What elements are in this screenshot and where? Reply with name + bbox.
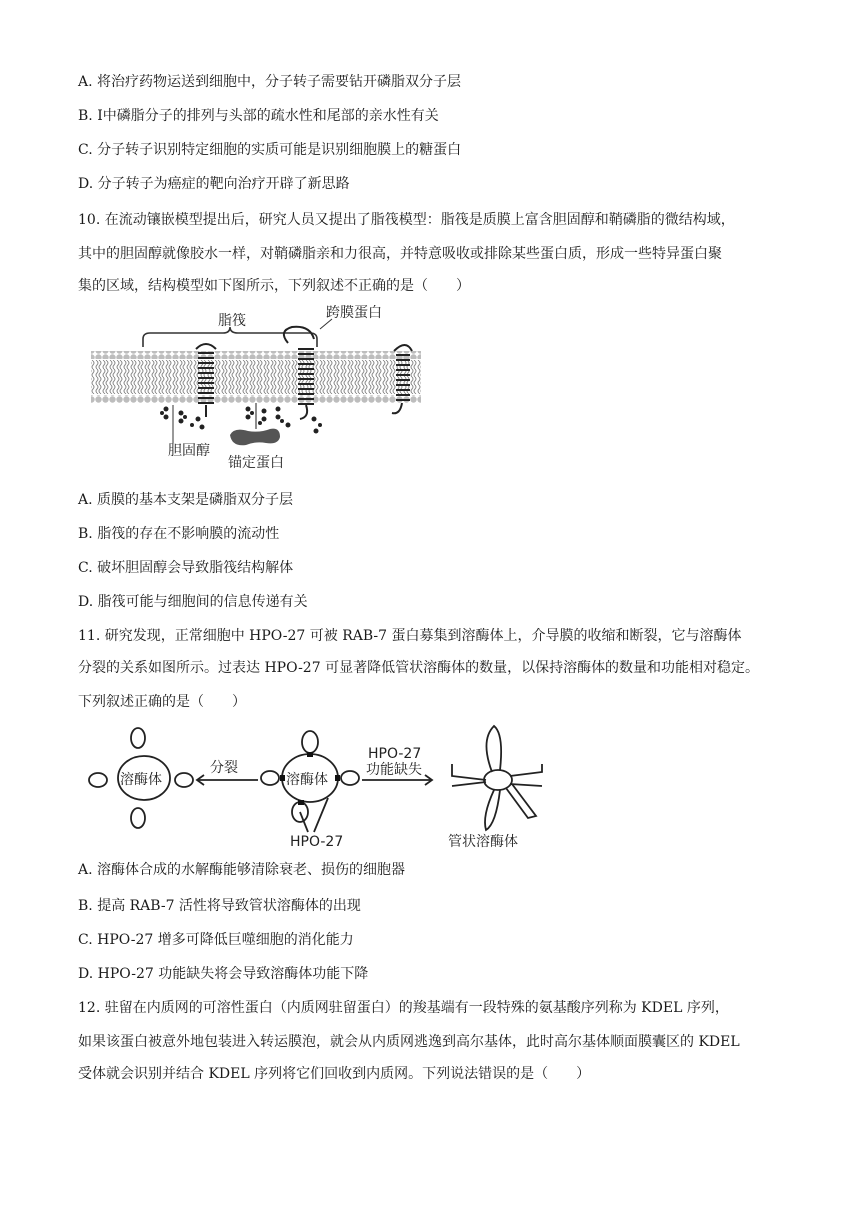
q11-stem-line-2: 分裂的关系如图所示。过表达 HPO-27 可显著降低管状溶酶体的数量，以保持溶酶体的数量和功能相对稳定。 (78, 660, 760, 676)
hpo27-top-label: HPO-27 (368, 746, 422, 762)
q11-option-a: A. 溶酶体合成的水解酶能够清除衰老、损伤的细胞器 (78, 862, 406, 878)
q10-stem-line-2: 其中的胆固醇就像胶水一样，对鞘磷脂亲和力很高，并特意吸收或排除某些蛋白质，形成一些特异蛋白聚 (78, 246, 722, 262)
q12-stem-line-3: 受体就会识别并结合 KDEL 序列将它们回收到内质网。下列说法错误的是（ ） (78, 1066, 591, 1082)
lysosome-division-figure (80, 720, 560, 855)
q9-option-b: B. Ⅰ中磷脂分子的排列与头部的疏水性和尾部的亲水性有关 (78, 108, 439, 124)
raft-bracket (143, 327, 317, 347)
tubular-lysosome (452, 726, 542, 830)
loss-of-function-label: 功能缺失 (366, 762, 422, 778)
q11-option-b: B. 提高 RAB-7 活性将导致管状溶酶体的出现 (78, 898, 361, 914)
q10-option-a: A. 质膜的基本支架是磷脂双分子层 (78, 492, 294, 508)
cholesterol-molecules (160, 407, 322, 434)
q11-stem-line-3: 下列叙述正确的是（ ） (78, 694, 246, 710)
lysosome-left-label: 溶酶体 (120, 772, 162, 788)
split-label: 分裂 (210, 760, 238, 776)
q11-option-d: D. HPO-27 功能缺失将会导致溶酶体功能下降 (78, 966, 369, 982)
q10-option-d: D. 脂筏可能与细胞间的信息传递有关 (78, 594, 308, 610)
anchor-label: 锚定蛋白 (228, 455, 284, 471)
cholesterol-label: 胆固醇 (168, 443, 210, 459)
tubular-lysosome-label: 管状溶酶体 (448, 834, 518, 850)
phospholipid-bilayer (91, 351, 421, 403)
q11-option-c: C. HPO-27 增多可降低巨噬细胞的消化能力 (78, 932, 354, 948)
raft-label: 脂筏 (218, 313, 246, 329)
q9-option-a: A. 将治疗药物运送到细胞中，分子转子需要钻开磷脂双分子层 (78, 74, 462, 90)
q9-option-d: D. 分子转子为癌症的靶向治疗开辟了新思路 (78, 176, 350, 192)
lipid-raft-figure (88, 305, 433, 475)
q9-option-c: C. 分子转子识别特定细胞的实质可能是识别细胞膜上的糖蛋白 (78, 142, 462, 158)
q11-stem-line-1: 11. 研究发现，正常细胞中 HPO-27 可被 RAB-7 蛋白募集到溶酶体上，介导膜的收缩和断裂，它与溶酶体 (78, 628, 742, 644)
q12-stem-line-1: 12. 驻留在内质网的可溶性蛋白（内质网驻留蛋白）的羧基端有一段特殊的氨基酸序列称为 KDEL 序列， (78, 1000, 729, 1016)
lysosome-center-label: 溶酶体 (286, 772, 328, 788)
q10-stem-line-1: 10. 在流动镶嵌模型提出后，研究人员又提出了脂筏模型：脂筏是质膜上富含胆固醇和鞘磷脂的微结构域， (78, 212, 735, 228)
anchor-protein (230, 429, 280, 446)
hpo27-bottom-label: HPO-27 (290, 834, 344, 850)
transmembrane-label: 跨膜蛋白 (326, 305, 382, 321)
q10-option-b: B. 脂筏的存在不影响膜的流动性 (78, 526, 280, 542)
q12-stem-line-2: 如果该蛋白被意外地包装进入转运膜泡，就会从内质网逃逸到高尔基体，此时高尔基体顺面膜囊区的 KDEL (78, 1034, 740, 1050)
q10-option-c: C. 破坏胆固醇会导致脂筏结构解体 (78, 560, 294, 576)
q10-stem-line-3: 集的区域，结构模型如下图所示，下列叙述不正确的是（ ） (78, 278, 470, 294)
